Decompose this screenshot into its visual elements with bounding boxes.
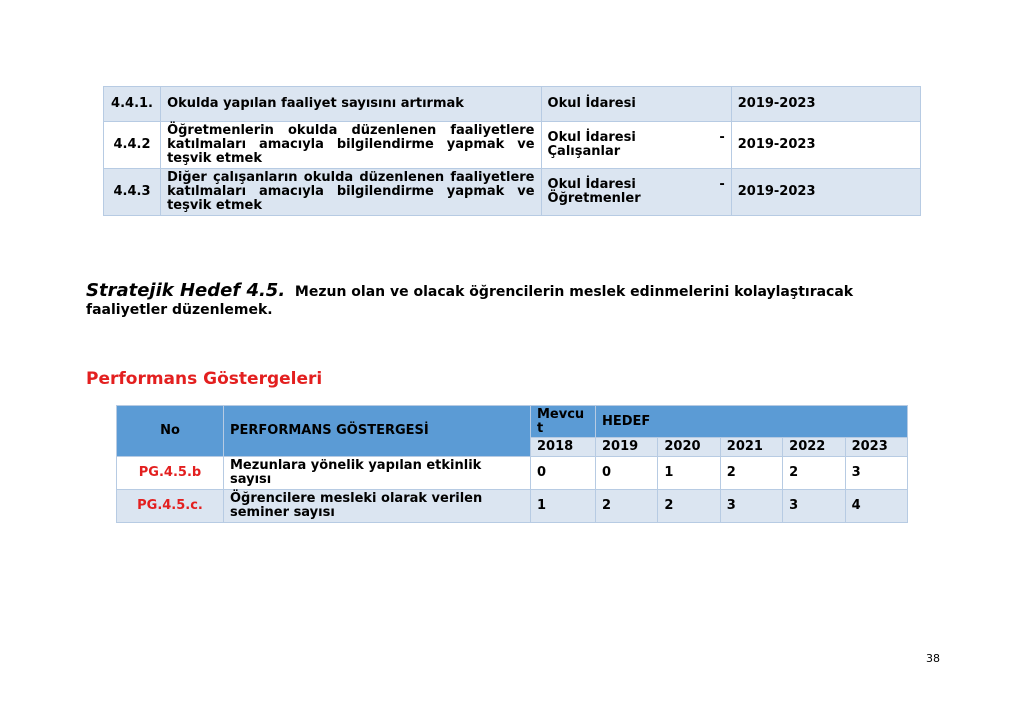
activity-period: 2019-2023: [731, 122, 920, 169]
year-header: 2021: [720, 438, 782, 457]
indicator-value: 4: [845, 490, 907, 523]
activity-number: 4.4.1.: [104, 87, 161, 122]
indicator-value: 2: [720, 457, 782, 490]
indicator-value: 3: [845, 457, 907, 490]
indicator-code: PG.4.5.c.: [117, 490, 224, 523]
header-current: Mevcut: [531, 406, 596, 438]
indicator-text: Öğrencilere mesleki olarak verilen seminer sayısı: [224, 490, 531, 523]
table-header-row: [117, 406, 908, 438]
table-row: [117, 490, 908, 523]
activity-responsible: [541, 169, 731, 216]
indicator-value: 0: [596, 457, 658, 490]
activity-period: 2019-2023: [731, 87, 920, 122]
activity-text: Okulda yapılan faaliyet sayısını artırmak: [161, 87, 541, 122]
strategic-goal-heading: [86, 282, 916, 319]
indicator-text: Mezunlara yönelik yapılan etkinlik sayısı: [224, 457, 531, 490]
indicator-value: 0: [531, 457, 596, 490]
header-no: No: [117, 406, 224, 457]
year-header: 2018: [531, 438, 596, 457]
indicator-code: PG.4.5.b: [117, 457, 224, 490]
year-header: 2023: [845, 438, 907, 457]
responsible-dash: -: [719, 177, 725, 192]
responsible-primary: Okul İdaresi: [547, 130, 636, 145]
strategic-goal-label: Stratejik Hedef 4.5.: [86, 280, 286, 301]
table-row: [104, 169, 921, 216]
year-header: 2022: [783, 438, 845, 457]
indicator-value: 3: [783, 490, 845, 523]
activity-responsible: Okul İdaresi: [541, 87, 731, 122]
responsible-secondary: Çalışanlar: [547, 144, 621, 159]
performance-table: [116, 405, 908, 523]
table-row: [104, 87, 921, 122]
responsible-dash: -: [719, 130, 725, 145]
indicator-value: 3: [720, 490, 782, 523]
strategic-goal-text: Mezun olan ve olacak öğrencilerin meslek edinmelerini kolaylaştıracak faaliyetler düzenlemek.: [86, 284, 854, 318]
activities-table: [103, 86, 921, 216]
activity-responsible: [541, 122, 731, 169]
year-header: 2020: [658, 438, 720, 457]
header-indicator: PERFORMANS GÖSTERGESİ: [224, 406, 531, 457]
activity-text: Öğretmenlerin okulda düzenlenen faaliyetlere katılmaları amacıyla bilgilendirme yapmak ve teşvik etmek: [161, 122, 541, 169]
indicator-value: 2: [658, 490, 720, 523]
activity-number: 4.4.3: [104, 169, 161, 216]
responsible-primary: Okul İdaresi: [547, 177, 636, 192]
page-number: 38: [926, 652, 940, 665]
indicator-value: 2: [596, 490, 658, 523]
indicator-value: 2: [783, 457, 845, 490]
activity-text: Diğer çalışanların okulda düzenlenen faaliyetlere katılmaları amacıyla bilgilendirme yapmak ve teşvik etmek: [161, 169, 541, 216]
year-header: 2019: [596, 438, 658, 457]
indicator-value: 1: [531, 490, 596, 523]
table-row: [117, 457, 908, 490]
performance-title: Performans Göstergeleri: [86, 369, 323, 389]
activity-period: 2019-2023: [731, 169, 920, 216]
header-target: HEDEF: [596, 406, 908, 438]
indicator-value: 1: [658, 457, 720, 490]
table-row: [104, 122, 921, 169]
activity-number: 4.4.2: [104, 122, 161, 169]
responsible-secondary: Öğretmenler: [547, 191, 641, 206]
